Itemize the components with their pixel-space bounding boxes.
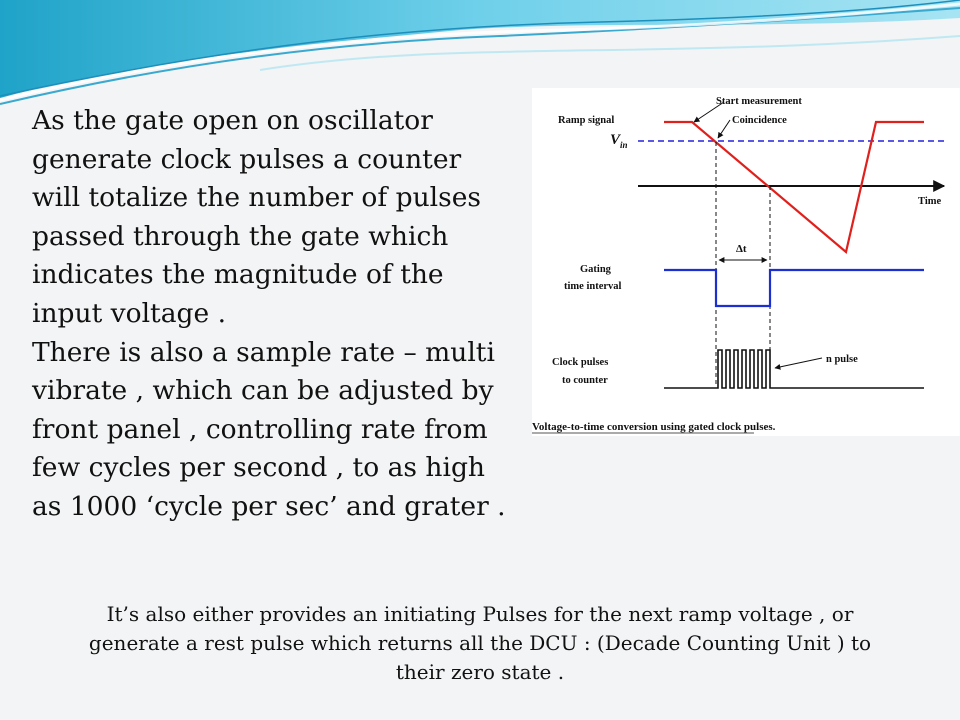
time-interval-label: time interval bbox=[564, 281, 622, 292]
paragraph-line: vibrate , which can be adjusted by bbox=[32, 375, 494, 407]
voltage-to-time-diagram bbox=[532, 88, 960, 436]
body-paragraph bbox=[32, 102, 506, 527]
delta-t-label: Δt bbox=[736, 243, 747, 255]
footer-paragraph bbox=[20, 600, 940, 687]
vin-label: $V_{in}$ bbox=[610, 132, 628, 150]
paragraph-line: passed through the gate which bbox=[32, 220, 449, 252]
footer-line: It’s also either provides an initiating Pulses for the next ramp voltage , or bbox=[106, 602, 854, 626]
n-pulse-pointer bbox=[775, 358, 822, 368]
paragraph-line: as 1000 ‘cycle per sec’ and grater . bbox=[32, 490, 506, 522]
time-label: Time bbox=[918, 196, 942, 207]
paragraph-line: indicates the magnitude of the bbox=[32, 259, 444, 291]
clock-pulses-line bbox=[664, 350, 924, 388]
paragraph-line: will totalize the number of pulses bbox=[32, 182, 481, 214]
paragraph-line: As the gate open on oscillator bbox=[32, 105, 433, 136]
paragraph-line: There is also a sample rate – multi bbox=[32, 336, 495, 368]
coincidence-label: Coincidence bbox=[732, 115, 787, 126]
clock-pulses-label: Clock pulses bbox=[552, 357, 609, 368]
paragraph-line: front panel , controlling rate from bbox=[32, 413, 488, 445]
n-pulse-label: n pulse bbox=[826, 354, 858, 365]
start-measurement-label: Start measurement bbox=[716, 96, 802, 107]
footer-line: their zero state . bbox=[395, 660, 565, 684]
ramp-signal-label: Ramp signal bbox=[558, 115, 615, 126]
gating-label: Gating bbox=[580, 264, 611, 275]
figure-caption: Voltage-to-time conversion using gated clock pulses. bbox=[532, 421, 776, 433]
gating-signal-line bbox=[664, 270, 924, 306]
footer-line: generate a rest pulse which returns all the DCU : (Decade Counting Unit ) to bbox=[88, 631, 872, 655]
paragraph-line: few cycles per second , to as high bbox=[32, 452, 485, 484]
coincidence-pointer bbox=[718, 120, 730, 138]
paragraph-line: input voltage . bbox=[32, 297, 226, 329]
to-counter-label: to counter bbox=[562, 375, 608, 386]
paragraph-line: generate clock pulses a counter bbox=[32, 143, 462, 175]
